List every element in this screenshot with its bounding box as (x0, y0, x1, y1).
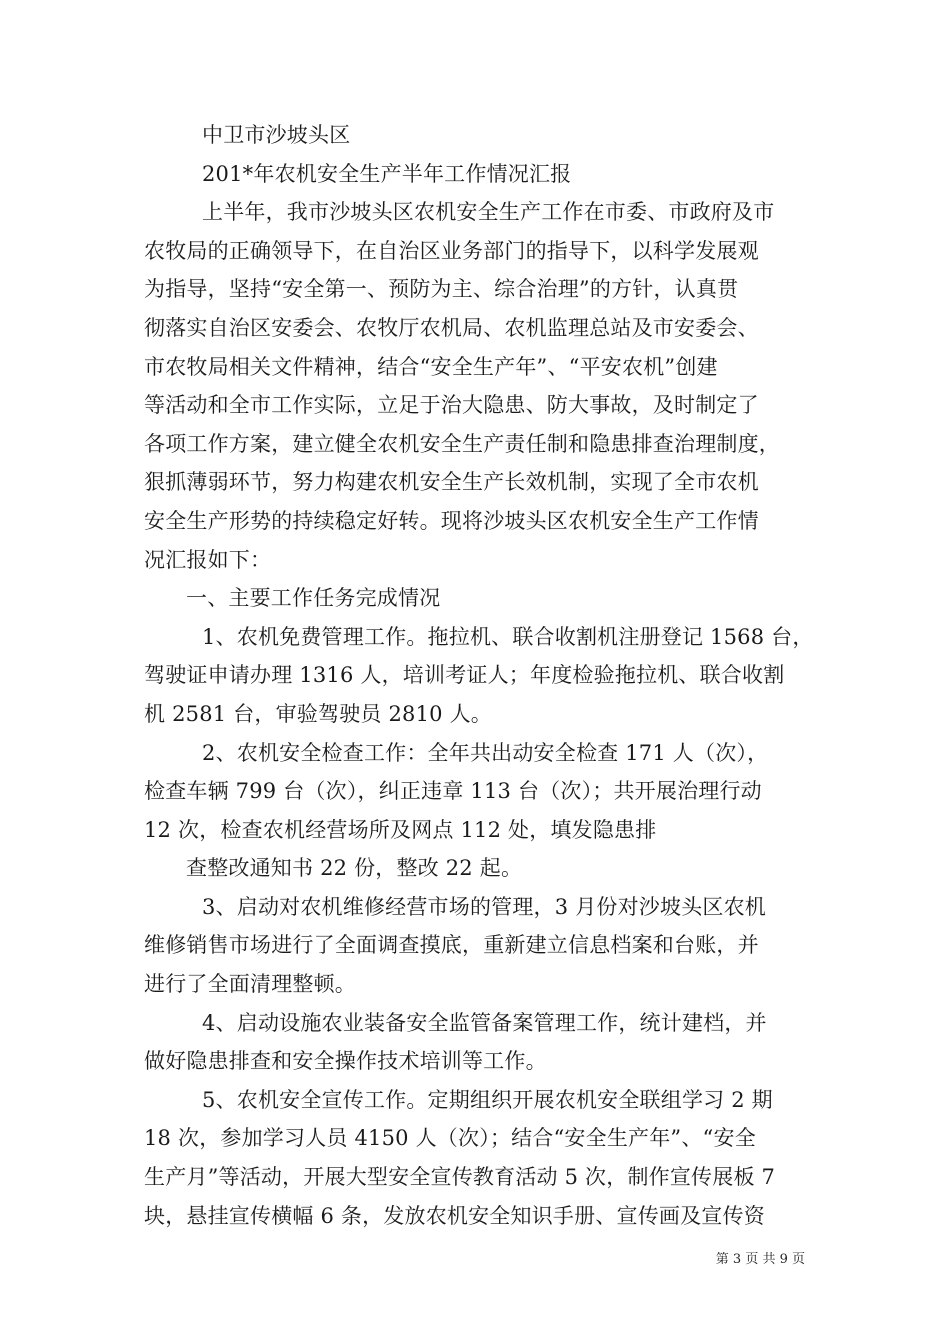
text-line: 12 次，检查农机经营场所及网点 112 处，填发隐患排 (144, 817, 657, 842)
text-line: 市农牧局相关文件精神，结合“安全生产年”、“平安农机”创建 (144, 354, 718, 379)
text-line: 块，悬挂宣传横幅 6 条，发放农机安全知识手册、宣传画及宣传资 (144, 1203, 765, 1228)
text-line: 驾驶证申请办理 1316 人，培训考证人；年度检验拖拉机、联合收割 (144, 663, 785, 688)
text-line: 3、启动对农机维修经营市场的管理，3 月份对沙坡头区农机 (202, 894, 766, 919)
text-line: 201*年农机安全生产半年工作情况汇报 (202, 161, 572, 186)
text-line: 况汇报如下： (144, 547, 272, 572)
text-line: 2、农机安全检查工作：全年共出动安全检查 171 人（次）， (202, 740, 769, 765)
text-line: 狠抓薄弱环节，努力构建农机安全生产长效机制，实现了全市农机 (144, 470, 759, 495)
page-number: 第 3 页 共 9 页 (715, 1252, 805, 1267)
text-line: 各项工作方案，建立健全农机安全生产责任制和隐患排查治理制度， (144, 431, 780, 456)
text-line: 农牧局的正确领导下，在自治区业务部门的指导下，以科学发展观 (144, 238, 759, 263)
text-line: 一、主要工作任务完成情况 (186, 586, 441, 611)
text-line: 中卫市沙坡头区 (202, 123, 351, 147)
text-line: 机 2581 台，审验驾驶员 2810 人。 (144, 701, 492, 726)
text-line: 5、农机安全宣传工作。定期组织开展农机安全联组学习 2 期 (202, 1087, 773, 1112)
text-line: 18 次，参加学习人员 4150 人（次）；结合“安全生产年”、“安全 (144, 1126, 756, 1151)
text-line: 上半年，我市沙坡头区农机安全生产工作在市委、市政府及市 (202, 200, 775, 225)
text-line: 查整改通知书 22 份，整改 22 起。 (186, 856, 523, 881)
text-line: 检查车辆 799 台（次），纠正违章 113 台（次）；共开展治理行动 (144, 779, 762, 804)
text-line: 做好隐患排查和安全操作技术培训等工作。 (144, 1049, 547, 1074)
text-line: 4、启动设施农业装备安全监管备案管理工作，统计建档，并 (202, 1010, 767, 1035)
text-line: 为指导，坚持“安全第一、预防为主、综合治理”的方针，认真贯 (144, 277, 739, 302)
text-line: 安全生产形势的持续稳定好转。现将沙坡头区农机安全生产工作情 (144, 508, 759, 533)
text-line: 进行了全面清理整顿。 (144, 972, 356, 997)
text-line: 等活动和全市工作实际，立足于治大隐患、防大事故，及时制定了 (144, 393, 759, 418)
text-line: 维修销售市场进行了全面调查摸底，重新建立信息档案和台账，并 (144, 933, 759, 958)
document-body (144, 116, 814, 1235)
text-line: 彻落实自治区安委会、农牧厅农机局、农机监理总站及市安委会、 (144, 315, 759, 340)
text-line: 1、农机免费管理工作。拖拉机、联合收割机注册登记 1568 台， (202, 624, 814, 649)
text-line: 生产月”等活动，开展大型安全宣传教育活动 5 次，制作宣传展板 7 (144, 1165, 776, 1190)
